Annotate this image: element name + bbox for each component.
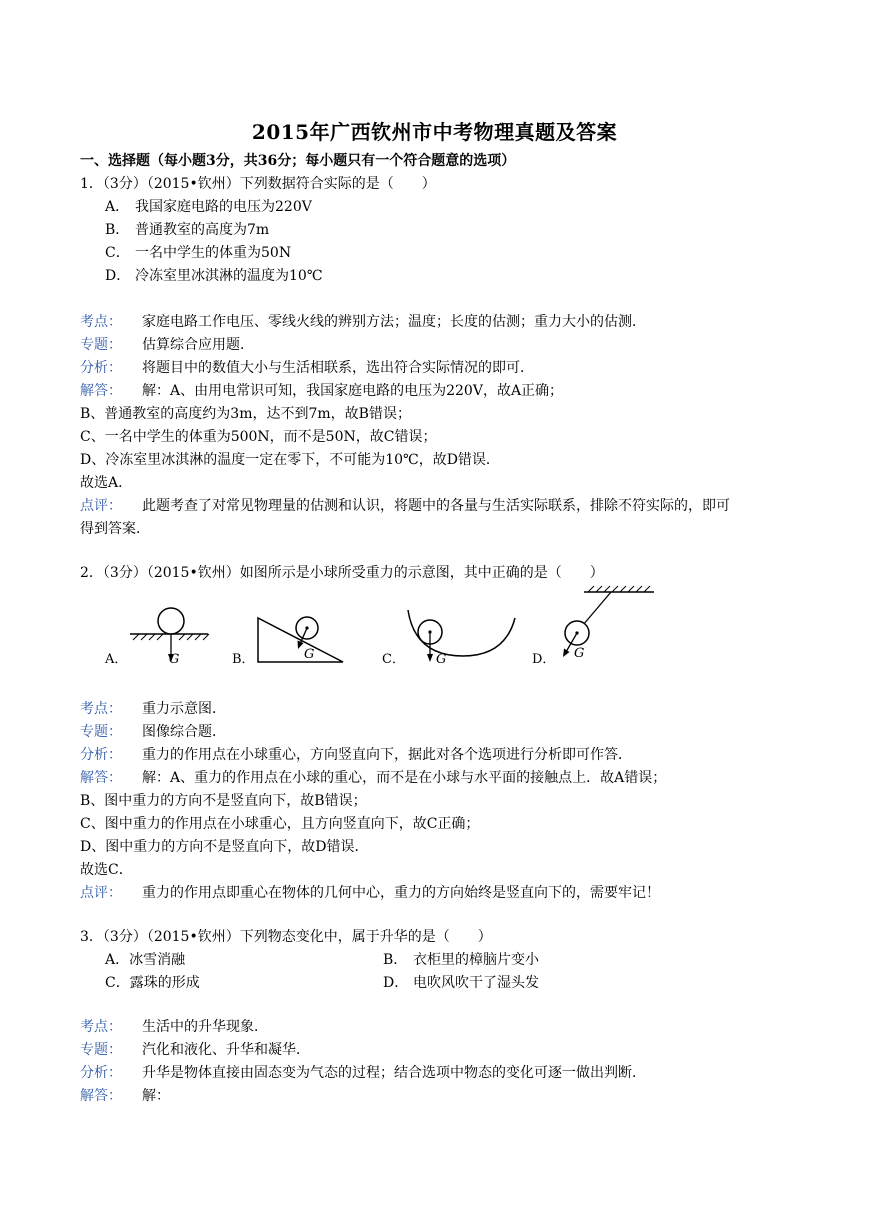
jieda-label: 解答： [80, 770, 122, 786]
kaodian-text: 家庭电路工作电压、零线火线的辨别方法；温度；长度的估测；重力大小的估测． [142, 314, 646, 330]
jieda-text: 解：A、重力的作用点在小球的重心，而不是在小球与水平面的接触点上．故A错误； [142, 770, 667, 786]
dianping-label: 点评： [80, 498, 122, 514]
option-letter: A． [105, 199, 130, 215]
zhuanti-label: 专题： [80, 1042, 122, 1058]
option-letter: C． [105, 975, 130, 991]
fenxi-label: 分析： [80, 747, 122, 763]
jieda-text: 解： [142, 1088, 170, 1104]
q2-jieda [80, 768, 666, 788]
q1-dianping [80, 496, 730, 516]
figure-label-b: B． [232, 652, 255, 667]
fenxi-label: 分析： [80, 360, 122, 376]
q1-fenxi [80, 358, 534, 378]
dianping-text: 此题考查了对常见物理量的估测和认识，将题中的各量与生活实际联系，排除不符实际的，即可 [142, 498, 730, 514]
dianping-label: 点评： [80, 885, 122, 901]
q2-stem: 2．（3分）（2015•钦州）如图所示是小球所受重力的示意图，其中正确的是（ ） [80, 565, 604, 581]
q1-dianping-cont: 得到答案． [80, 521, 150, 537]
figure-c-ball-in-bowl [405, 604, 520, 668]
q2-jieda-line-c: C、图中重力的作用点在小球重心，且方向竖直向下，故C正确； [80, 816, 480, 832]
q1-answer: 故选A． [80, 475, 133, 491]
jieda-text: 解：A、由用电常识可知，我国家庭电路的电压为220V，故A正确； [142, 383, 564, 399]
zhuanti-text: 估算综合应用题． [142, 337, 254, 353]
option-text: 露珠的形成 [129, 975, 200, 991]
q1-jieda [80, 381, 563, 401]
force-label-a: G [169, 652, 180, 667]
q1-zhuanti [80, 335, 254, 355]
jieda-label: 解答： [80, 383, 122, 399]
fenxi-text: 将题目中的数值大小与生活相联系，选出符合实际情况的即可． [142, 360, 534, 376]
zhuanti-text: 图像综合题． [142, 724, 226, 740]
q2-zhuanti [80, 722, 226, 742]
figure-d-hanging-ball [558, 586, 658, 668]
option-text: 一名中学生的体重为50N [135, 245, 292, 261]
option-letter: A． [105, 952, 130, 968]
q3-kaodian [80, 1017, 268, 1037]
q1-option-a [105, 197, 312, 217]
q3-fenxi [80, 1063, 646, 1083]
q1-option-d [105, 266, 322, 286]
option-letter: D． [105, 268, 131, 284]
kaodian-label: 考点： [80, 1019, 122, 1035]
figure-label-a: A． [105, 652, 128, 667]
q1-option-b [105, 220, 269, 240]
q1-stem: 1．（3分）（2015•钦州）下列数据符合实际的是（ ） [80, 176, 436, 192]
option-text: 衣柜里的樟脑片变小 [413, 952, 539, 968]
q1-jieda-line-c: C、一名中学生的体重为500N，而不是50N，故C错误； [80, 429, 437, 445]
q3-zhuanti [80, 1040, 310, 1060]
option-letter: D． [383, 975, 409, 991]
option-text: 我国家庭电路的电压为220V [135, 199, 312, 215]
jieda-label: 解答： [80, 1088, 122, 1104]
kaodian-text: 重力示意图． [142, 701, 226, 717]
zhuanti-label: 专题： [80, 337, 122, 353]
q3-jieda [80, 1086, 170, 1106]
q1-jieda-line-b: B、普通教室的高度约为3m，达不到7m，故B错误； [80, 406, 411, 422]
kaodian-label: 考点： [80, 701, 122, 717]
q1-option-c [105, 243, 291, 263]
kaodian-label: 考点： [80, 314, 122, 330]
option-letter: B． [383, 952, 408, 968]
force-label-d: G [574, 646, 585, 661]
option-letter: B． [105, 222, 130, 238]
q1-kaodian [80, 312, 646, 332]
option-text: 电吹风吹干了湿头发 [413, 975, 539, 991]
q2-kaodian [80, 699, 226, 719]
option-letter: C． [105, 245, 130, 261]
force-label-c: G [436, 652, 447, 667]
fenxi-text: 重力的作用点在小球重心，方向竖直向下，据此对各个选项进行分析即可作答． [142, 747, 632, 763]
q3-option-a [105, 950, 185, 970]
fenxi-label: 分析： [80, 1065, 122, 1081]
kaodian-text: 生活中的升华现象． [142, 1019, 268, 1035]
q1-jieda-line-d: D、冷冻室里冰淇淋的温度一定在零下，不可能为10℃，故D错误． [80, 452, 500, 468]
q2-fenxi [80, 745, 632, 765]
q3-option-b [383, 950, 539, 970]
q3-stem: 3．（3分）（2015•钦州）下列物态变化中，属于升华的是（ ） [80, 929, 492, 945]
q2-dianping [80, 883, 660, 903]
dianping-text: 重力的作用点即重心在物体的几何中心，重力的方向始终是竖直向下的，需要牢记！ [142, 885, 660, 901]
option-text: 普通教室的高度为7m [135, 222, 270, 238]
q2-answer: 故选C． [80, 862, 133, 878]
force-label-b: G [304, 647, 315, 662]
page-title: 2015年广西钦州市中考物理真题及答案 [251, 120, 618, 144]
zhuanti-text: 汽化和液化、升华和凝华． [142, 1042, 310, 1058]
q3-option-d [383, 973, 539, 993]
option-text: 冷冻室里冰淇淋的温度为10℃ [135, 268, 323, 284]
fenxi-text: 升华是物体直接由固态变为气态的过程；结合选项中物态的变化可逐一做出判断． [142, 1065, 646, 1081]
figure-label-d: D． [532, 652, 556, 667]
section-heading: 一、选择题（每小题3分，共36分；每小题只有一个符合题意的选项） [80, 153, 516, 169]
q3-option-c [105, 973, 200, 993]
zhuanti-label: 专题： [80, 724, 122, 740]
option-text: 冰雪消融 [129, 952, 186, 968]
q2-jieda-line-b: B、图中重力的方向不是竖直向下，故B错误； [80, 793, 367, 809]
figure-label-c: C． [382, 652, 405, 667]
q2-jieda-line-d: D、图中重力的方向不是竖直向下，故D错误． [80, 839, 369, 855]
